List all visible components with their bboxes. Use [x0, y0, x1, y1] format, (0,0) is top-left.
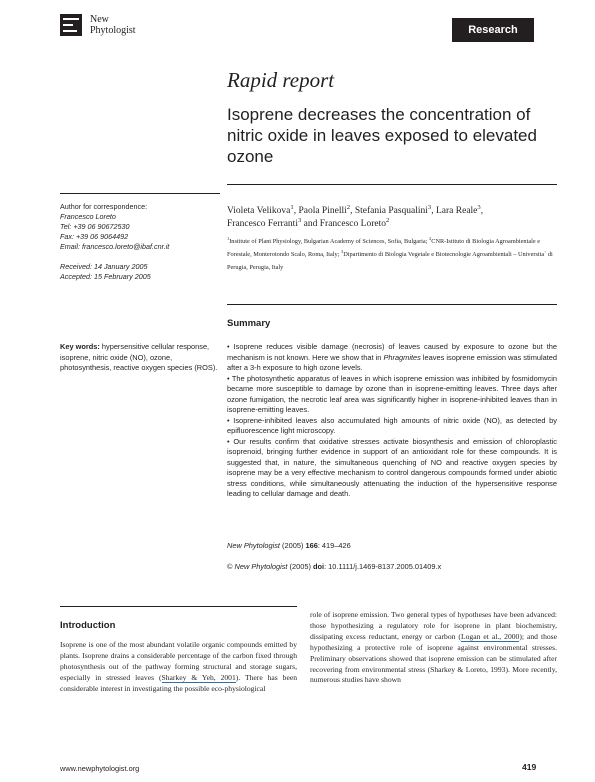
summary-heading: Summary — [227, 318, 271, 329]
citation-year: (2005) — [280, 541, 306, 550]
intro-text: Isoprene is one of the most abundant volatile organic compounds emitted by plants. Isoprene drains a considerable percentage of the carbon fixed through photosynthesis out of the pathway forming structural and storage sugars, especially in stressed leaves ( — [60, 640, 297, 682]
author: and Francesco Loreto — [301, 219, 386, 229]
author: , Stefania Pasqualini — [350, 206, 428, 216]
correspondence-block — [60, 202, 220, 282]
keywords-text: hypersensitive cellular response, isoprene, nitric oxide (NO), ozone, photosynthesis, reactive oxygen species (ROS). — [60, 342, 218, 372]
summary-point-2: • The photosynthetic apparatus of leaves in which isoprene emission was inhibited by fosmidomycin became more susceptible to damage by ozone than in isoprene-emitting leaves. Three days after ozone fumigation, the necrotic leaf area was significantly higher in isoprene-inhibited leaves than in isoprene-emitting leaves. — [227, 373, 557, 414]
correspondence-fax: Fax: +39 06 9064492 — [60, 232, 129, 241]
sidebar-divider — [60, 193, 220, 194]
citation-block — [227, 541, 557, 572]
reference-link[interactable]: Sharkey & Yeh, 2001 — [161, 672, 236, 682]
summary-text: leaves isoprene emission was stimulated after a 3-h exposure to high ozone levels. — [227, 352, 557, 372]
summary-point-1 — [227, 342, 557, 374]
correspondence-heading: Author for correspondence: — [60, 202, 148, 211]
author: Francesco Ferranti — [227, 219, 298, 229]
author-affil-mark: 2 — [385, 216, 390, 224]
journal-logo-text — [90, 14, 136, 36]
author-affil-mark: 3 — [297, 216, 302, 224]
affiliation-2: CNR-Istituto di Biologia Agroambientale e Forestale, Monterotondo Scalo, Roma, Italy; — [227, 238, 541, 258]
intro-divider — [60, 606, 297, 607]
introduction-heading: Introduction — [60, 620, 116, 631]
article-title: Isoprene decreases the concentration of nitric oxide in leaves exposed to elevated ozone — [227, 105, 537, 166]
keywords-label: Key words: — [60, 342, 100, 351]
title-divider — [227, 184, 557, 185]
copyright-symbol: © — [227, 561, 235, 571]
journal-logo-icon — [60, 14, 82, 36]
affiliations — [227, 235, 557, 274]
doi-value[interactable]: : 10.1111/j.1469-8137.2005.01409.x — [324, 561, 442, 571]
affil-mark: 2 — [429, 235, 432, 241]
logo-line-1: New — [90, 14, 109, 25]
accepted-date: Accepted: 15 February 2005 — [60, 272, 151, 281]
genus-name: Phragmites — [383, 352, 421, 362]
logo-line-2: Phytologist — [90, 25, 136, 36]
intro-column-1 — [60, 640, 297, 695]
keywords-block — [60, 342, 218, 374]
affil-mark: 3 — [341, 248, 344, 254]
page-number: 419 — [522, 762, 537, 772]
summary-text: • Isoprene reduces visible damage (necrosis) of leaves caused by exposure to ozone but the mechanism is not known. Here we show that in — [227, 342, 557, 362]
author-affil-mark: 3 — [427, 203, 432, 211]
author-affil-mark: 2 — [346, 203, 351, 211]
copyright-year: (2005) — [287, 561, 313, 571]
citation-pages: : 419–426 — [317, 541, 351, 550]
report-type: Rapid report — [227, 68, 335, 92]
author-list — [227, 205, 557, 231]
author-affil-mark: 1 — [290, 203, 294, 211]
received-date: Received: 14 January 2005 — [60, 262, 148, 271]
reference-link[interactable]: Logan et al., 2000 — [460, 631, 520, 641]
author-affil-mark: 3 — [477, 203, 481, 211]
section-tab: Research — [452, 18, 534, 42]
citation-journal: New Phytologist — [227, 541, 280, 550]
author: Violeta Velikova — [227, 206, 291, 216]
intro-text: ); and those hypothesizing a protective role of isoprene against environmental stresses. Preliminary observations showed that isoprene emission can be stimulated after recovering from environmental stress (Sharkey & Loreto, 1993). More recently, numerous studies have shown — [310, 631, 557, 685]
summary-point-3: • Isoprene-inhibited leaves also accumulated high amounts of nitric oxide (NO), as detected by epifluorescence light microscopy. — [227, 415, 557, 435]
author-separator: , — [480, 206, 484, 216]
author: , Paola Pinelli — [293, 206, 347, 216]
correspondence-email[interactable]: Email: francesco.loreto@ibaf.cnr.it — [60, 242, 170, 251]
citation-volume: 166 — [305, 541, 318, 550]
intro-text: role of isoprene emission. Two general types of hypotheses have been advanced: those hypothesizing a regulatory role for isoprene in plant biochemistry, dissipating excess reductant, energy or carbon ( — [310, 610, 557, 641]
correspondence-tel: Tel: +39 06 90672530 — [60, 222, 130, 231]
footer-url[interactable]: www.newphytologist.org — [60, 764, 140, 773]
doi-label: doi — [312, 561, 325, 571]
affil-mark: 1 — [227, 235, 230, 241]
copyright-journal: New Phytologist — [234, 561, 288, 571]
affiliation-1: Institute of Plant Physiology, Bulgarian Academy of Sciences, Sofia, Bulgaria; — [229, 238, 430, 245]
summary-body — [227, 342, 557, 500]
doi-line — [227, 562, 557, 573]
summary-point-4: • Our results confirm that oxidative stresses activate biosynthesis and emission of chloroplastic isoprenoid, bringing further evidence in support of an antioxidant role for these compounds. It is suggested that, in nature, the simultaneous quenching of NO and reactive oxygen species by isoprene may be a very effective mechanism to control dangerous compounds formed under abiotic stress conditions, while simultaneously attenuating the induction of the hypersensitive response leading to cellular damage and death. — [227, 436, 557, 498]
affiliation-3: Dipartimento di Biologia Vegetale e Biotecnologie Agroambientali – Universita` di Perugia, Perugia, Italy — [227, 251, 553, 271]
citation-line — [227, 541, 557, 552]
correspondence-name: Francesco Loreto — [60, 212, 116, 221]
author: , Lara Reale — [431, 206, 478, 216]
intro-column-2 — [310, 610, 557, 686]
intro-text: ). There has been considerable interest in investigating the possible eco-physiological — [60, 672, 298, 693]
summary-divider — [227, 304, 557, 305]
